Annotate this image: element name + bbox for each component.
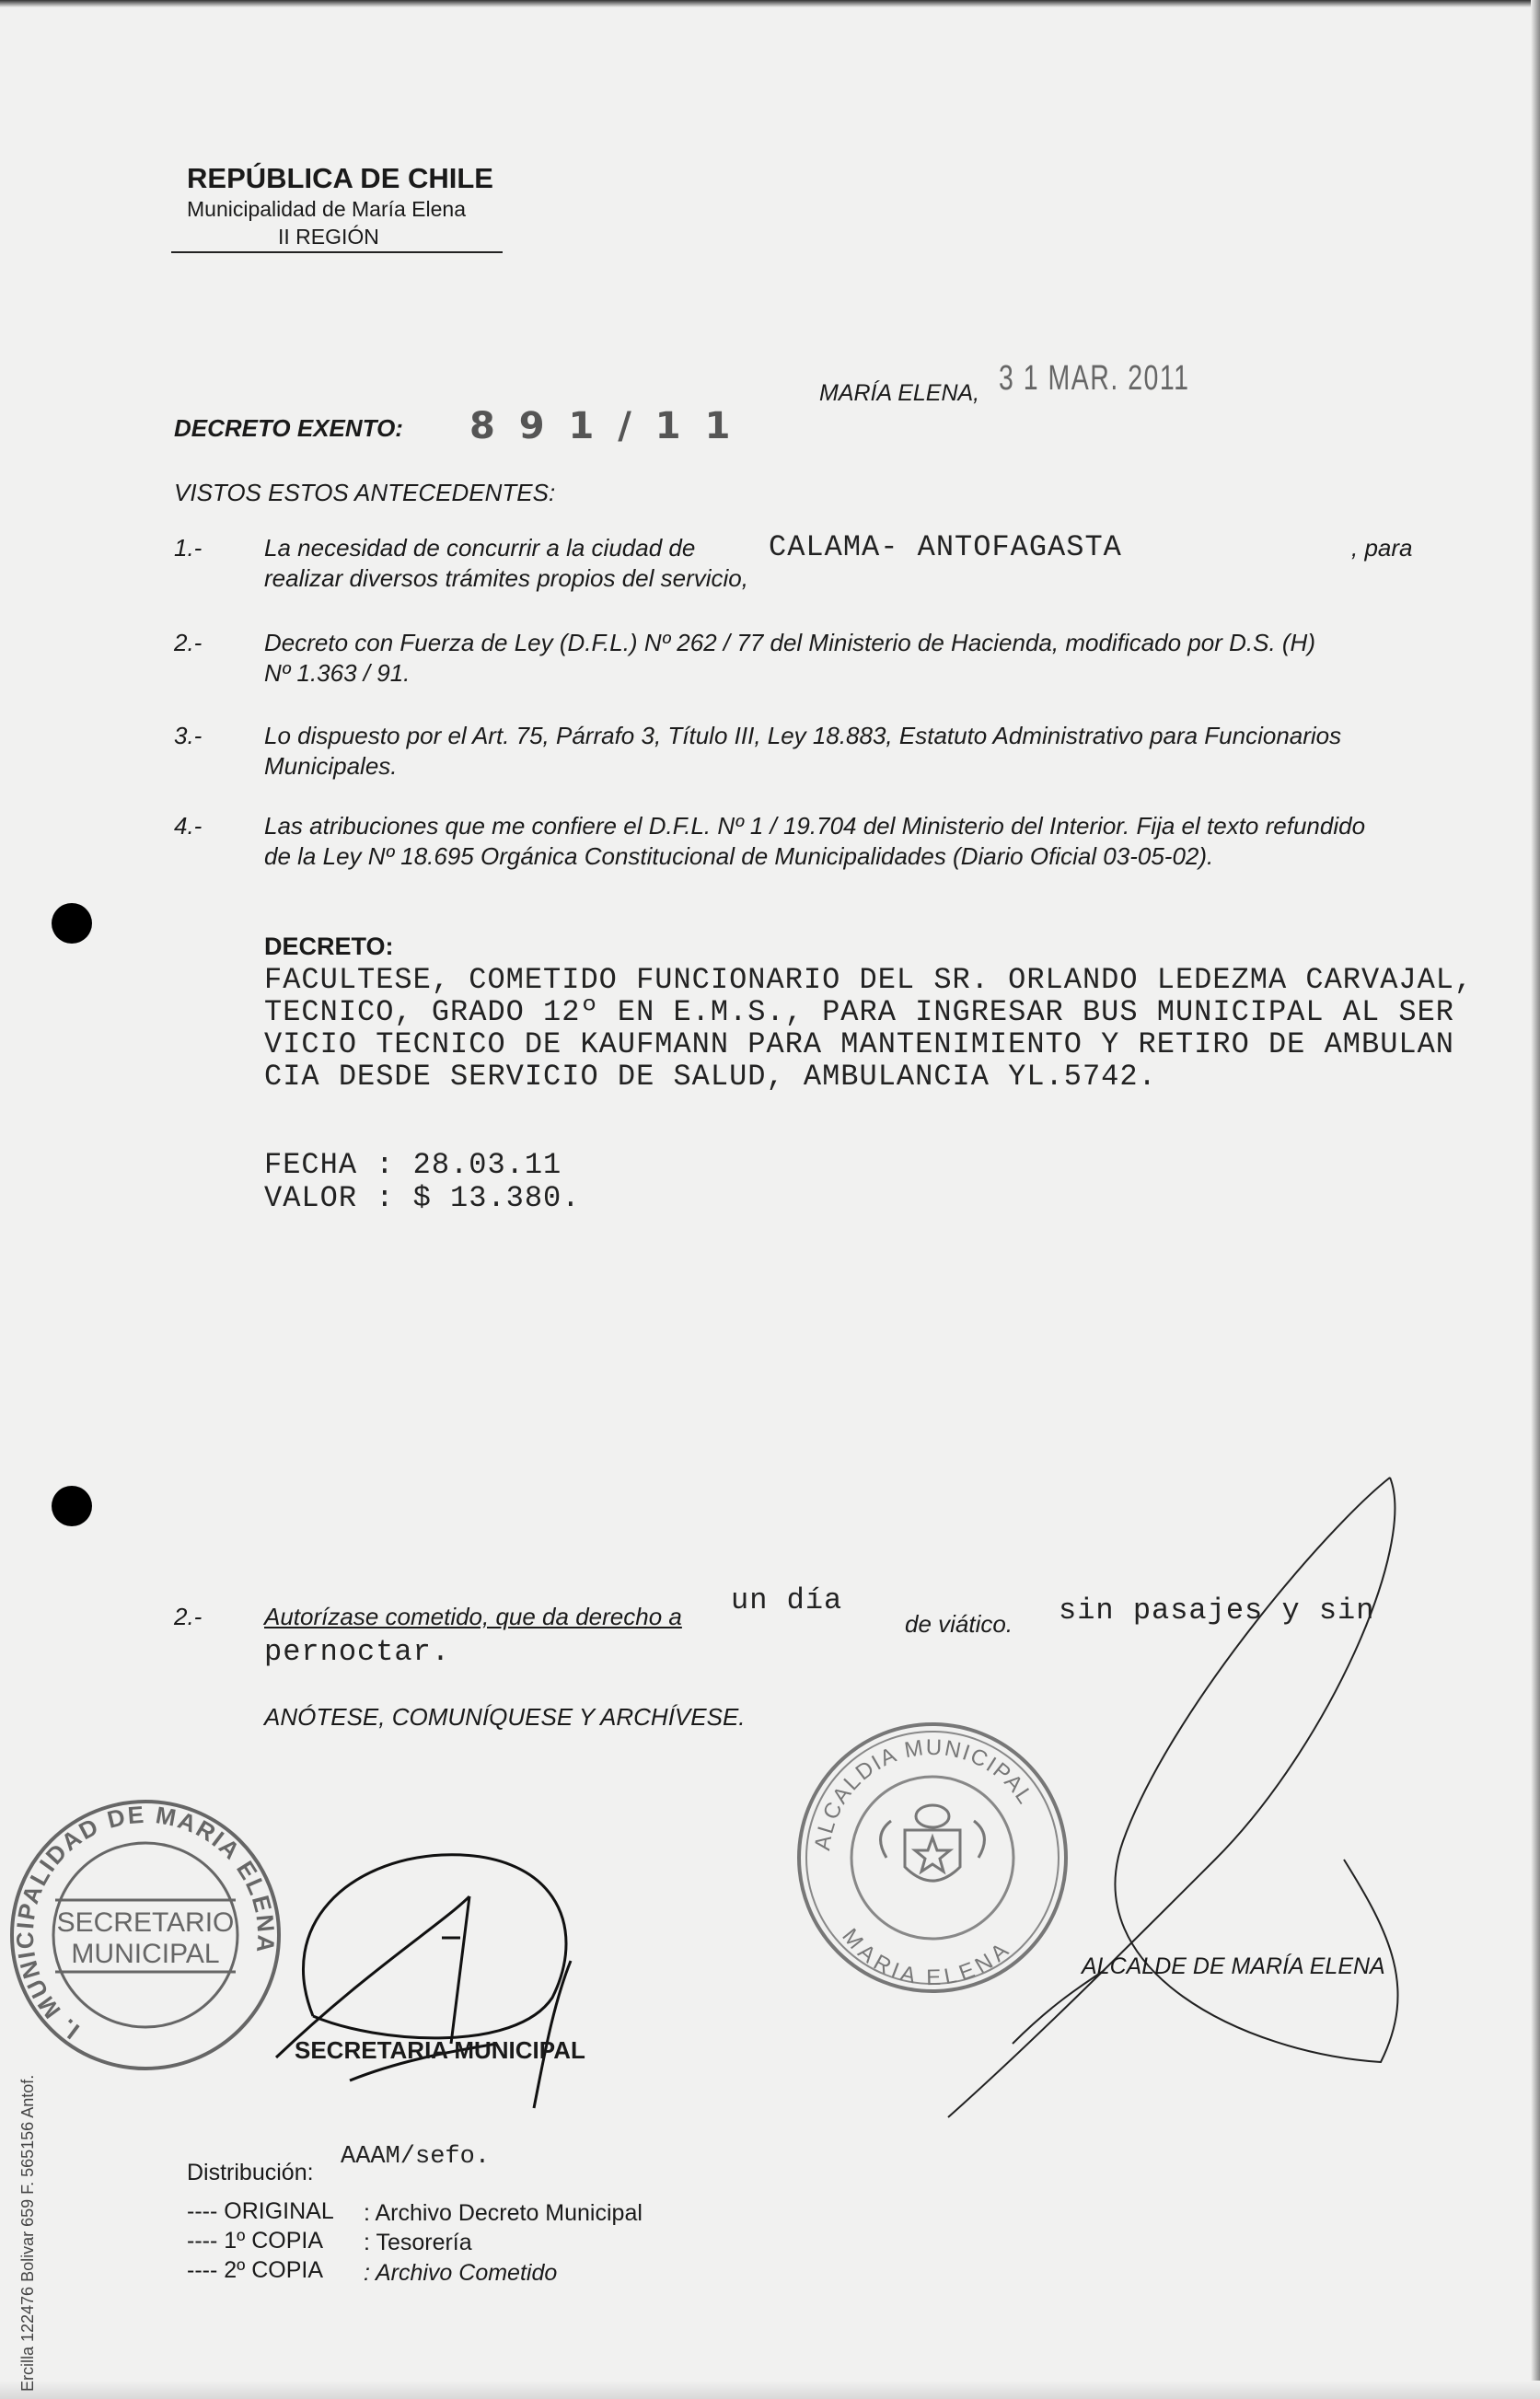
punch-hole xyxy=(52,1486,92,1526)
letterhead-country: REPÚBLICA DE CHILE xyxy=(187,162,493,194)
scan-bottom-edge xyxy=(0,2381,1540,2399)
item-number: 2.- xyxy=(174,629,203,656)
closing-formula: ANÓTESE, COMUNÍQUESE Y ARCHÍVESE. xyxy=(264,1703,746,1731)
decreto-fecha: FECHA : 28.03.11 xyxy=(264,1148,562,1182)
decree-number-stamp: 8 9 1 / 1 1 xyxy=(469,405,736,447)
item2-viatico: de viático. xyxy=(905,1610,1013,1638)
letterhead-municipality: Municipalidad de María Elena xyxy=(187,197,467,221)
item-number: 1.- xyxy=(174,534,203,562)
decreto-line: TECNICO, GRADO 12º EN E.M.S., PARA INGRESAR BUS MUNICIPAL AL SER xyxy=(264,995,1454,1029)
typed-days: un día xyxy=(731,1583,843,1617)
typed-extra: sin pasajes y sin xyxy=(1059,1594,1375,1628)
item-text: Decreto con Fuerza de Ley (D.F.L.) Nº 262 / 77 del Ministerio de Hacienda, modificado por D.S. (H) xyxy=(264,629,1315,656)
distribution-copy: ---- ORIGINAL xyxy=(187,2198,334,2224)
decreto-valor: VALOR : $ 13.380. xyxy=(264,1181,581,1215)
distribution-copy: ---- 2º COPIA xyxy=(187,2257,324,2283)
item-text: , para xyxy=(1351,534,1413,562)
seal-ring-text: MARIA ELENA xyxy=(837,1924,1015,1991)
typed-destination: CALAMA- ANTOFAGASTA xyxy=(769,530,1122,564)
item-text: Nº 1.363 / 91. xyxy=(264,659,411,687)
item-text: Las atribuciones que me confiere el D.F.L. Nº 1 / 19.704 del Ministerio del Interior. Fija el texto refundido xyxy=(264,812,1366,840)
alcalde-signature xyxy=(939,1473,1491,2136)
letterhead-region: II REGIÓN xyxy=(278,225,379,249)
printer-note: Ercilla 122476 Bolivar 659 F. 565156 Antof. xyxy=(18,2074,37,2392)
decree-label: DECRETO EXENTO: xyxy=(174,414,403,442)
seal-center-text: MUNICIPAL xyxy=(71,1939,220,1969)
distribution-destination: : Tesorería xyxy=(364,2230,472,2255)
item-text: realizar diversos trámites propios del servicio, xyxy=(264,564,748,592)
date-stamp: 3 1 MAR. 2011 xyxy=(999,359,1190,398)
typed-extra2: pernoctar. xyxy=(264,1635,451,1669)
seal-center-text: SECRETARIO xyxy=(56,1907,235,1938)
secretaria-title: SECRETARIA MUNICIPAL xyxy=(295,2036,585,2064)
item-number: 4.- xyxy=(174,812,203,840)
decreto-line: CIA DESDE SERVICIO DE SALUD, AMBULANCIA YL.5742. xyxy=(264,1060,1157,1094)
scan-right-edge xyxy=(1531,0,1540,2399)
item-text: La necesidad de concurrir a la ciudad de xyxy=(264,534,696,562)
decreto-line: VICIO TECNICO DE KAUFMANN PARA MANTENIMIENTO Y RETIRO DE AMBULAN xyxy=(264,1027,1454,1061)
item2-text: Autorízase cometido, que da derecho a xyxy=(264,1603,682,1630)
distribution-destination: : Archivo Cometido xyxy=(364,2260,558,2286)
item-number: 3.- xyxy=(174,722,203,749)
decreto-title: DECRETO: xyxy=(264,933,394,960)
distribution-destination: : Archivo Decreto Municipal xyxy=(364,2200,643,2226)
distribution-label: Distribución: xyxy=(187,2160,314,2185)
punch-hole xyxy=(52,903,92,944)
item2-number: 2.- xyxy=(174,1603,203,1630)
item-text: de la Ley Nº 18.695 Orgánica Constitucional de Municipalidades (Diario Oficial 03-05-02). xyxy=(264,842,1214,870)
letterhead-divider xyxy=(171,251,503,253)
vistos-title: VISTOS ESTOS ANTECEDENTES: xyxy=(174,479,556,506)
distribution-copy: ---- 1º COPIA xyxy=(187,2228,324,2254)
seal-ring-text: I. MUNICIPALIDAD DE MARIA ELENA xyxy=(10,1800,281,2046)
decreto-line: FACULTESE, COMETIDO FUNCIONARIO DEL SR. ORLANDO LEDEZMA CARVAJAL, xyxy=(264,963,1474,997)
item-text: Municipales. xyxy=(264,752,398,780)
seal-ring-text: ALCALDIA MUNICIPAL xyxy=(810,1734,1038,1852)
place-label: MARÍA ELENA, xyxy=(819,380,980,406)
alcalde-title: ALCALDE DE MARÍA ELENA xyxy=(1082,1953,1385,1979)
item-text: Lo dispuesto por el Art. 75, Párrafo 3, Título III, Ley 18.883, Estatuto Administrativo para Funcionarios xyxy=(264,722,1342,749)
secretaria-seal xyxy=(7,1797,284,2073)
distribution-initials: AAAM/sefo. xyxy=(341,2143,491,2171)
scan-top-edge xyxy=(0,0,1540,7)
